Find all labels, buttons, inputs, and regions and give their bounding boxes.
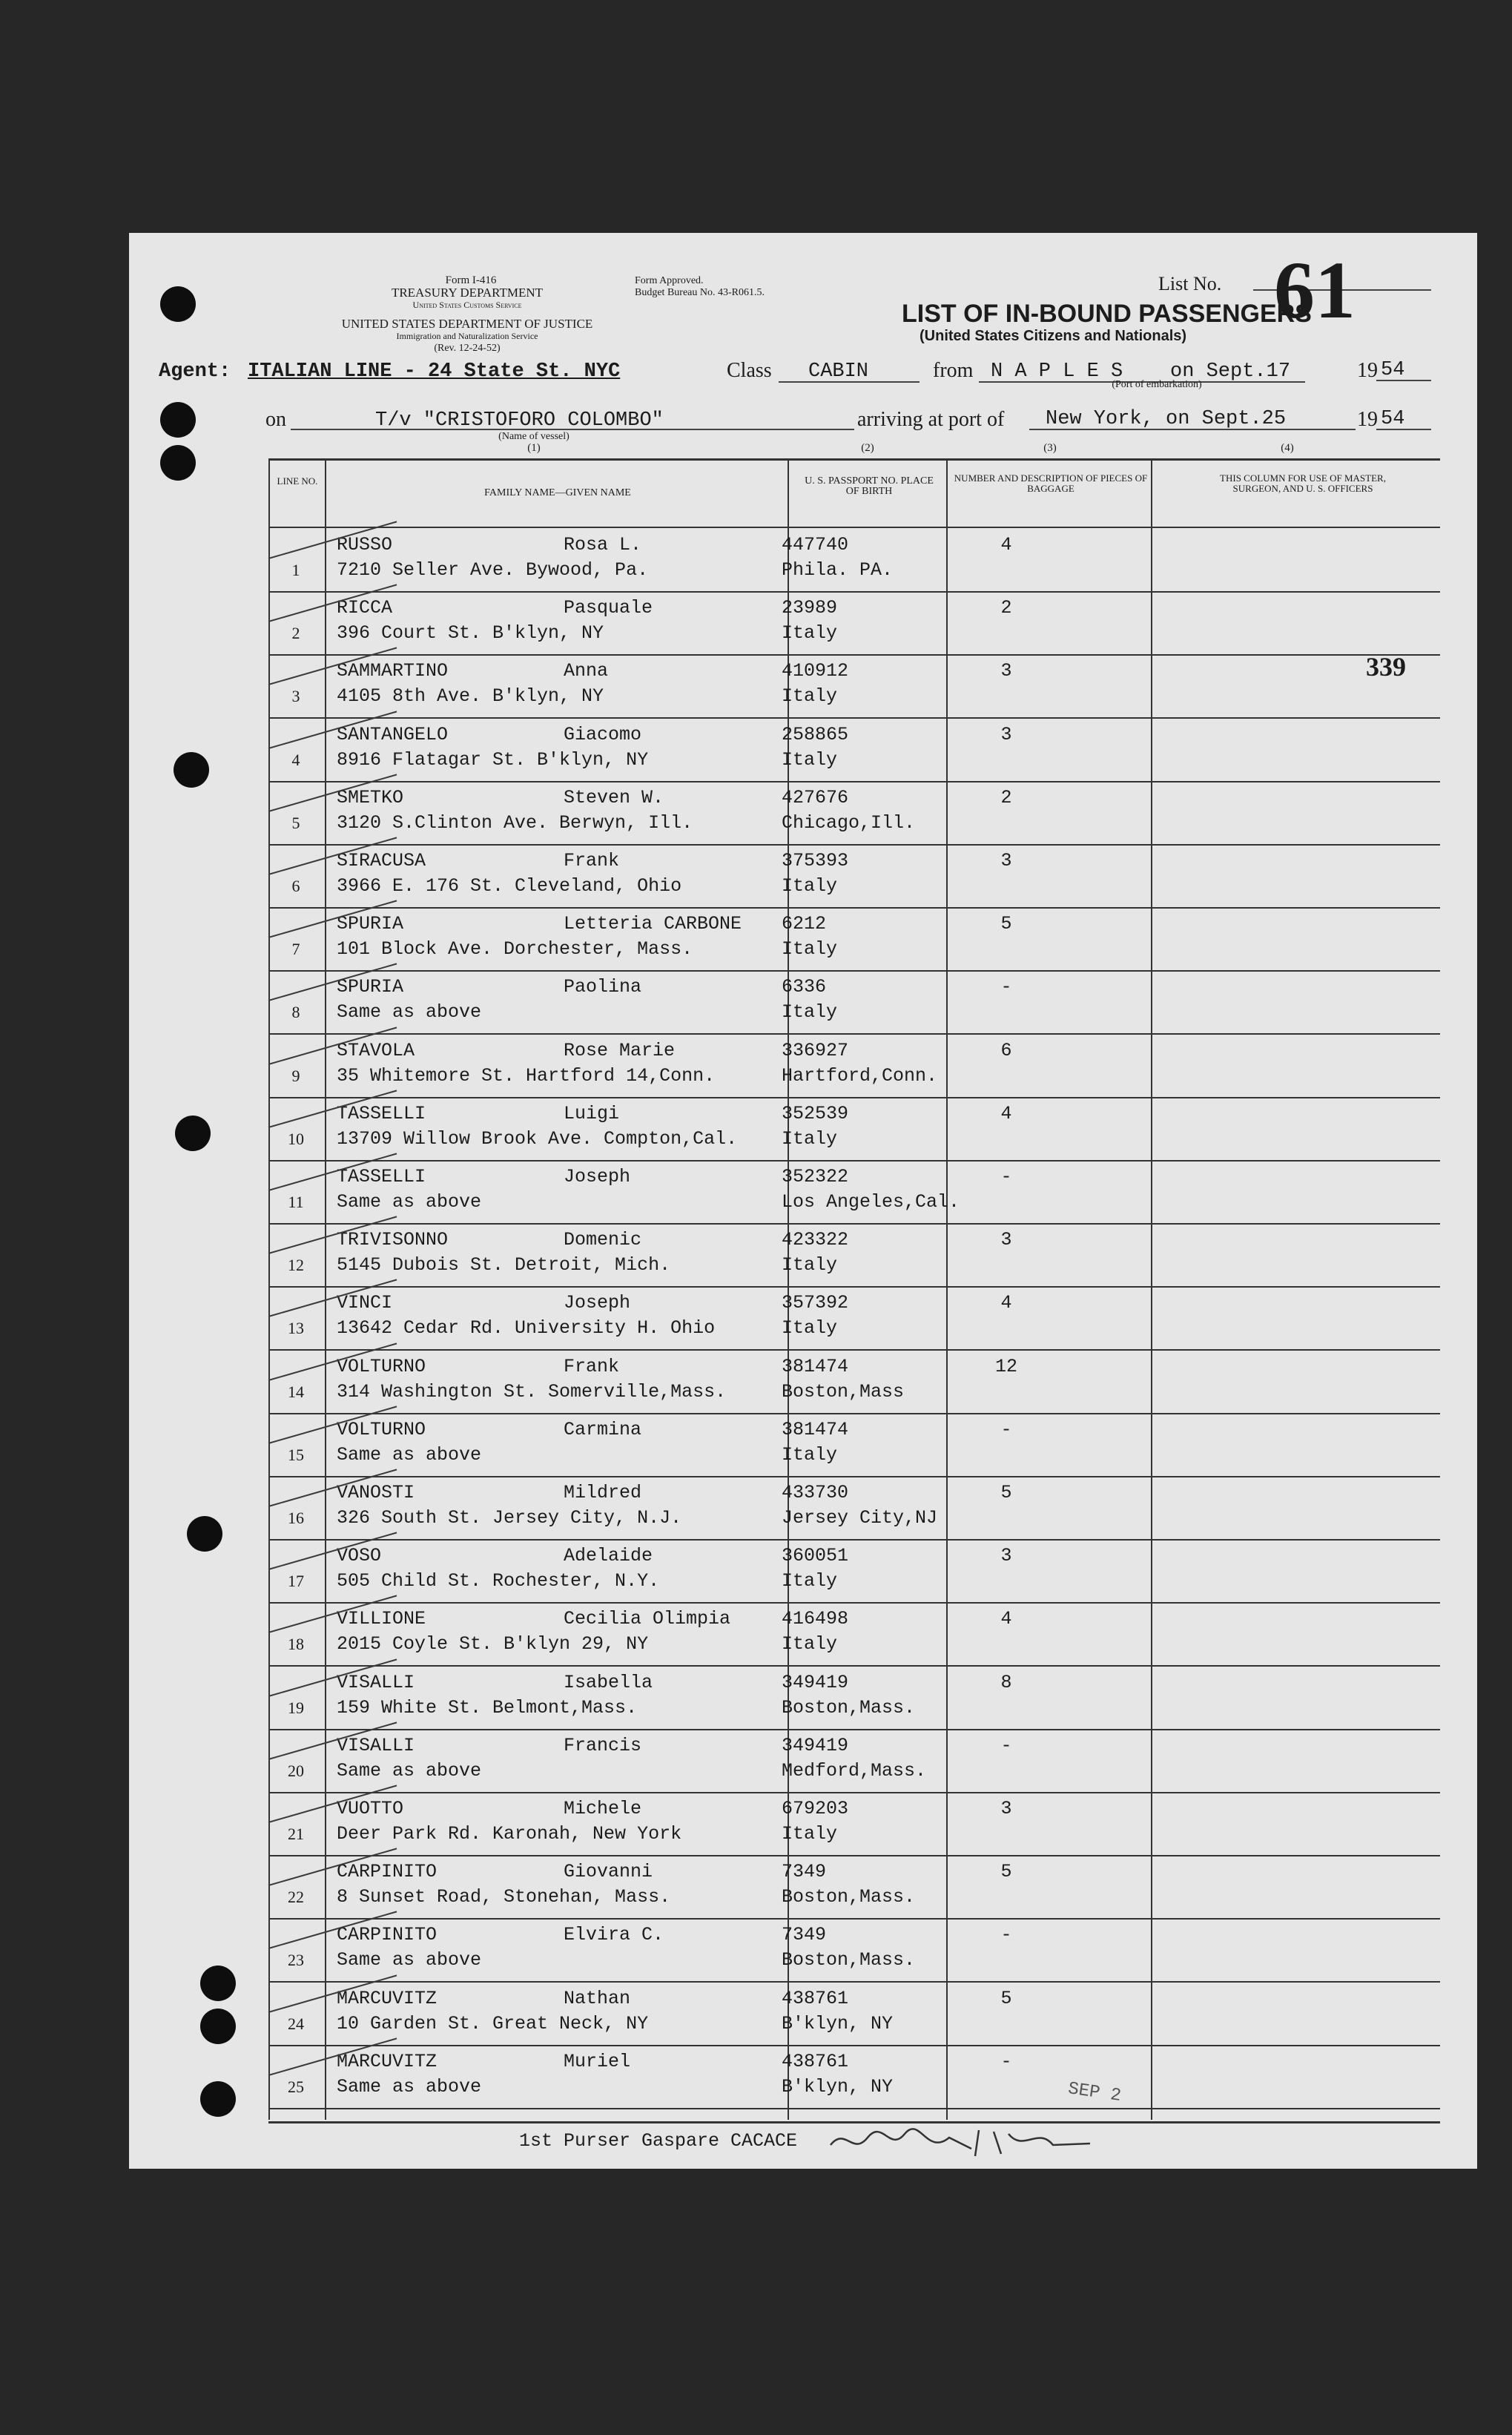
baggage-count: - bbox=[1000, 1734, 1012, 1756]
baggage-count: 5 bbox=[1000, 1987, 1012, 2009]
table-row bbox=[268, 2045, 1440, 2109]
from-label: from bbox=[933, 359, 974, 382]
table-row bbox=[268, 1792, 1440, 1856]
address: Same as above bbox=[337, 1759, 482, 1782]
address: Same as above bbox=[337, 1191, 482, 1213]
baggage-count: 3 bbox=[1000, 1545, 1012, 1567]
passport-number: 447740 bbox=[782, 534, 849, 556]
address: 13709 Willow Brook Ave. Compton,Cal. bbox=[337, 1127, 738, 1150]
baggage-count: - bbox=[1000, 2050, 1012, 2072]
list-title: LIST OF IN-BOUND PASSENGERS bbox=[902, 300, 1312, 328]
line-number: 10 bbox=[288, 1129, 304, 1148]
passport-number: 679203 bbox=[782, 1798, 849, 1819]
table-row bbox=[268, 1918, 1440, 1983]
line-number: 8 bbox=[291, 1003, 300, 1022]
place-of-birth: Italy bbox=[782, 1823, 838, 1845]
passport-number: 360051 bbox=[782, 1545, 849, 1567]
baggage-count: 6 bbox=[1000, 1039, 1012, 1061]
address: 314 Washington St. Somerville,Mass. bbox=[337, 1380, 727, 1403]
family-name: VISALLI bbox=[337, 1671, 415, 1693]
col-marker-3: (3) bbox=[1043, 442, 1057, 454]
given-name: Letteria CARBONE bbox=[564, 913, 742, 935]
col-marker-2: (2) bbox=[861, 442, 874, 454]
table-row bbox=[268, 1855, 1440, 1920]
place-of-birth: Italy bbox=[782, 1127, 838, 1150]
baggage-count: 4 bbox=[1000, 1608, 1012, 1630]
punch-hole bbox=[160, 402, 196, 438]
address: Same as above bbox=[337, 2075, 482, 2098]
table-row bbox=[268, 1223, 1440, 1288]
col-baggage-header: NUMBER AND DESCRIPTION OF PIECES OF BAGGAGE bbox=[954, 472, 1148, 494]
address: 159 White St. Belmont,Mass. bbox=[337, 1696, 638, 1719]
treasury-dept: TREASURY DEPARTMENT bbox=[391, 286, 544, 300]
line-number: 16 bbox=[288, 1509, 304, 1527]
baggage-count: 4 bbox=[1000, 1292, 1012, 1314]
family-name: MARCUVITZ bbox=[337, 1987, 438, 2009]
budget-bureau: Budget Bureau No. 43-R061.5. bbox=[635, 287, 765, 298]
table-row bbox=[268, 528, 1440, 593]
place-of-birth: Boston,Mass. bbox=[782, 1949, 916, 1971]
family-name: VUOTTO bbox=[337, 1798, 404, 1819]
line-number: 21 bbox=[288, 1825, 304, 1843]
place-of-birth: B'klyn, NY bbox=[782, 2075, 894, 2098]
address: 396 Court St. B'klyn, NY bbox=[337, 622, 604, 645]
table-row bbox=[268, 654, 1440, 719]
address: Same as above bbox=[337, 1001, 482, 1024]
given-name: Joseph bbox=[564, 1166, 631, 1187]
col-officers-header: THIS COLUMN FOR USE OF MASTER, SURGEON, AND U. S. OFFICERS bbox=[1220, 472, 1386, 494]
passport-number: 438761 bbox=[782, 2050, 849, 2072]
passport-number: 433730 bbox=[782, 1482, 849, 1503]
family-name: VOLTURNO bbox=[337, 1418, 426, 1440]
address: 5145 Dubois St. Detroit, Mich. bbox=[337, 1254, 671, 1276]
family-name: SIRACUSA bbox=[337, 850, 426, 871]
punch-hole bbox=[175, 1116, 211, 1151]
baggage-count: - bbox=[1000, 1166, 1012, 1187]
list-no-label: List No. bbox=[1158, 273, 1222, 294]
col-name-header: FAMILY NAME—GIVEN NAME bbox=[484, 487, 631, 498]
line-number: 18 bbox=[288, 1635, 304, 1654]
given-name: Paolina bbox=[564, 976, 642, 998]
class-label: Class bbox=[727, 359, 772, 382]
line-number: 9 bbox=[291, 1066, 300, 1085]
justice-dept: UNITED STATES DEPARTMENT OF JUSTICE bbox=[341, 317, 593, 331]
family-name: SMETKO bbox=[337, 786, 404, 808]
given-name: Luigi bbox=[564, 1102, 620, 1124]
list-number: 61 bbox=[1274, 245, 1356, 335]
given-name: Francis bbox=[564, 1734, 642, 1756]
embark-date: on Sept.17 bbox=[1170, 360, 1291, 383]
table-row bbox=[268, 1413, 1440, 1477]
baggage-count: 2 bbox=[1000, 597, 1012, 619]
given-name: Steven W. bbox=[564, 786, 664, 808]
given-name: Giacomo bbox=[564, 723, 642, 745]
baggage-count: 3 bbox=[1000, 1798, 1012, 1819]
line-number: 11 bbox=[288, 1193, 304, 1211]
from-value: N A P L E S bbox=[991, 360, 1123, 383]
line-number: 22 bbox=[288, 1888, 304, 1907]
place-of-birth: Boston,Mass. bbox=[782, 1886, 916, 1908]
line-number: 20 bbox=[288, 1761, 304, 1780]
family-name: SPURIA bbox=[337, 976, 404, 998]
line-number: 24 bbox=[288, 2014, 304, 2033]
revision: (Rev. 12-24-52) bbox=[434, 343, 501, 354]
baggage-count: 8 bbox=[1000, 1671, 1012, 1693]
table-row bbox=[268, 781, 1440, 846]
line-number: 15 bbox=[288, 1445, 304, 1464]
baggage-count: 3 bbox=[1000, 850, 1012, 871]
table-row bbox=[268, 1476, 1440, 1541]
given-name: Mildred bbox=[564, 1482, 642, 1503]
address: Same as above bbox=[337, 1443, 482, 1466]
table-row bbox=[268, 1160, 1440, 1225]
address: 7210 Seller Ave. Bywood, Pa. bbox=[337, 559, 649, 581]
passport-number: 410912 bbox=[782, 660, 849, 682]
baggage-count: - bbox=[1000, 1418, 1012, 1440]
line-number: 14 bbox=[288, 1382, 304, 1401]
place-of-birth: Jersey City,NJ bbox=[782, 1507, 938, 1529]
family-name: VILLIONE bbox=[337, 1608, 426, 1630]
place-of-birth: Boston,Mass. bbox=[782, 1696, 916, 1719]
passport-number: 6212 bbox=[782, 913, 827, 935]
address: Same as above bbox=[337, 1949, 482, 1971]
family-name: VOLTURNO bbox=[337, 1355, 426, 1377]
baggage-count: 12 bbox=[994, 1355, 1017, 1377]
place-of-birth: Italy bbox=[782, 1317, 838, 1340]
baggage-count: 5 bbox=[1000, 1861, 1012, 1883]
given-name: Isabella bbox=[564, 1671, 653, 1693]
table-row bbox=[268, 970, 1440, 1035]
immigration-service: Immigration and Naturalization Service bbox=[396, 331, 538, 341]
table-row bbox=[268, 591, 1440, 656]
given-name: Rose Marie bbox=[564, 1039, 676, 1061]
passport-number: 7349 bbox=[782, 1861, 827, 1883]
baggage-count: 3 bbox=[1000, 1229, 1012, 1251]
handwritten-signature bbox=[823, 2123, 1105, 2160]
baggage-count: 5 bbox=[1000, 913, 1012, 935]
line-number: 1 bbox=[291, 561, 300, 579]
passport-number: 427676 bbox=[782, 786, 849, 808]
place-of-birth: Boston,Mass bbox=[782, 1380, 905, 1403]
place-of-birth: Italy bbox=[782, 1254, 838, 1276]
line-number: 5 bbox=[291, 813, 300, 832]
punch-hole bbox=[160, 445, 196, 481]
port-embark-caption: (Port of embarkation) bbox=[1112, 379, 1202, 390]
col-passport-header: U. S. PASSPORT NO. PLACE OF BIRTH bbox=[805, 475, 934, 497]
family-name: TASSELLI bbox=[337, 1166, 426, 1187]
family-name: VANOSTI bbox=[337, 1482, 415, 1503]
family-name: SANTANGELO bbox=[337, 723, 449, 745]
place-of-birth: B'klyn, NY bbox=[782, 2012, 894, 2034]
line-number: 23 bbox=[288, 1951, 304, 1970]
baggage-count: 3 bbox=[1000, 723, 1012, 745]
place-of-birth: Chicago,Ill. bbox=[782, 811, 916, 834]
baggage-count: 4 bbox=[1000, 534, 1012, 556]
table-row bbox=[268, 1982, 1440, 2046]
address: 35 Whitemore St. Hartford 14,Conn. bbox=[337, 1064, 716, 1087]
table-row bbox=[268, 1034, 1440, 1098]
family-name: TASSELLI bbox=[337, 1102, 426, 1124]
table-row bbox=[268, 1666, 1440, 1730]
passport-number: 438761 bbox=[782, 1987, 849, 2009]
arrival-port: New York, on Sept.25 bbox=[1046, 408, 1287, 430]
address: 505 Child St. Rochester, N.Y. bbox=[337, 1570, 660, 1592]
passport-number: 7349 bbox=[782, 1924, 827, 1946]
line-number: 17 bbox=[288, 1572, 304, 1591]
address: 8916 Flatagar St. B'klyn, NY bbox=[337, 748, 649, 771]
address: 10 Garden St. Great Neck, NY bbox=[337, 2012, 649, 2034]
place-of-birth: Italy bbox=[782, 685, 838, 708]
place-of-birth: Italy bbox=[782, 1570, 838, 1592]
punch-hole bbox=[200, 2081, 236, 2117]
passport-number: 258865 bbox=[782, 723, 849, 745]
place-of-birth: Italy bbox=[782, 748, 838, 771]
form-approved: Form Approved. bbox=[635, 275, 704, 286]
passport-number: 336927 bbox=[782, 1039, 849, 1061]
punch-hole bbox=[187, 1516, 222, 1552]
family-name: VISALLI bbox=[337, 1734, 415, 1756]
given-name: Carmina bbox=[564, 1418, 642, 1440]
family-name: TRIVISONNO bbox=[337, 1229, 449, 1251]
given-name: Cecilia Olimpia bbox=[564, 1608, 731, 1630]
place-of-birth: Hartford,Conn. bbox=[782, 1064, 938, 1087]
family-name: SAMMARTINO bbox=[337, 660, 449, 682]
table-row bbox=[268, 1602, 1440, 1667]
place-of-birth: Medford,Mass. bbox=[782, 1759, 927, 1782]
address: 101 Block Ave. Dorchester, Mass. bbox=[337, 938, 693, 961]
passport-number: 352539 bbox=[782, 1102, 849, 1124]
place-of-birth: Italy bbox=[782, 938, 838, 961]
line-number: 25 bbox=[288, 2077, 304, 2096]
vessel-caption: (Name of vessel) bbox=[498, 431, 570, 442]
place-of-birth: Italy bbox=[782, 1633, 838, 1655]
col-marker-1: (1) bbox=[527, 442, 541, 454]
family-name: STAVOLA bbox=[337, 1039, 415, 1061]
place-of-birth: Italy bbox=[782, 1001, 838, 1024]
table-row bbox=[268, 1350, 1440, 1414]
baggage-count: - bbox=[1000, 976, 1012, 998]
passenger-table bbox=[268, 458, 1440, 2120]
given-name: Rosa L. bbox=[564, 534, 642, 556]
passport-number: 381474 bbox=[782, 1355, 849, 1377]
punch-hole bbox=[200, 2009, 236, 2044]
given-name: Michele bbox=[564, 1798, 642, 1819]
address: 8 Sunset Road, Stonehan, Mass. bbox=[337, 1886, 671, 1908]
given-name: Muriel bbox=[564, 2050, 631, 2072]
punch-hole bbox=[200, 1966, 236, 2001]
line-number: 13 bbox=[288, 1319, 304, 1338]
purser-signature-line: 1st Purser Gaspare CACACE bbox=[519, 2130, 798, 2152]
col-marker-4: (4) bbox=[1281, 442, 1294, 454]
family-name: RUSSO bbox=[337, 534, 393, 556]
place-of-birth: Italy bbox=[782, 622, 838, 645]
class-value: CABIN bbox=[808, 360, 869, 383]
passport-number: 416498 bbox=[782, 1608, 849, 1630]
table-row bbox=[268, 718, 1440, 782]
table-row bbox=[268, 1286, 1440, 1351]
passport-number: 381474 bbox=[782, 1418, 849, 1440]
given-name: Anna bbox=[564, 660, 609, 682]
passport-number: 349419 bbox=[782, 1671, 849, 1693]
baggage-count: 5 bbox=[1000, 1482, 1012, 1503]
address: 3120 S.Clinton Ave. Berwyn, Ill. bbox=[337, 811, 693, 834]
given-name: Elvira C. bbox=[564, 1924, 664, 1946]
baggage-count: - bbox=[1000, 1924, 1012, 1946]
passport-number: 6336 bbox=[782, 976, 827, 998]
line-number: 3 bbox=[291, 687, 300, 706]
baggage-count: 2 bbox=[1000, 786, 1012, 808]
agent-value: ITALIAN LINE - 24 State St. NYC bbox=[248, 360, 621, 383]
line-number: 2 bbox=[291, 624, 300, 643]
punch-hole bbox=[160, 286, 196, 322]
given-name: Pasquale bbox=[564, 597, 653, 619]
table-row bbox=[268, 1729, 1440, 1793]
year-1: 54 bbox=[1381, 359, 1405, 381]
list-subtitle: (United States Citizens and Nationals) bbox=[920, 328, 1187, 344]
line-number: 7 bbox=[291, 940, 300, 959]
passport-number: 349419 bbox=[782, 1734, 849, 1756]
address: Deer Park Rd. Karonah, New York bbox=[337, 1823, 682, 1845]
arriving-label: arriving at port of bbox=[857, 408, 1005, 431]
year-prefix-2: 19 bbox=[1357, 408, 1378, 431]
address: 326 South St. Jersey City, N.J. bbox=[337, 1507, 682, 1529]
line-number: 6 bbox=[291, 877, 300, 895]
baggage-count: 4 bbox=[1000, 1102, 1012, 1124]
date-stamp: SEP 2 bbox=[1066, 2079, 1123, 2106]
punch-hole bbox=[174, 752, 209, 788]
passport-number: 357392 bbox=[782, 1292, 849, 1314]
family-name: VINCI bbox=[337, 1292, 393, 1314]
family-name: CARPINITO bbox=[337, 1861, 438, 1883]
given-name: Domenic bbox=[564, 1229, 642, 1251]
form-number: Form I-416 bbox=[445, 274, 497, 286]
given-name: Nathan bbox=[564, 1987, 631, 2009]
baggage-count: 3 bbox=[1000, 660, 1012, 682]
table-row bbox=[268, 1539, 1440, 1604]
table-row bbox=[268, 844, 1440, 909]
line-number: 19 bbox=[288, 1698, 304, 1717]
col-line-header: LINE NO. bbox=[277, 475, 318, 487]
vessel-name: T/v "CRISTOFORO COLOMBO" bbox=[375, 409, 664, 432]
given-name: Joseph bbox=[564, 1292, 631, 1314]
family-name: CARPINITO bbox=[337, 1924, 438, 1946]
year-2: 54 bbox=[1381, 408, 1405, 430]
table-row bbox=[268, 1097, 1440, 1162]
passport-number: 423322 bbox=[782, 1229, 849, 1251]
address: 4105 8th Ave. B'klyn, NY bbox=[337, 685, 604, 708]
address: 3966 E. 176 St. Cleveland, Ohio bbox=[337, 875, 682, 897]
on-label: on bbox=[265, 408, 286, 431]
year-prefix-1: 19 bbox=[1357, 359, 1378, 382]
given-name: Frank bbox=[564, 1355, 620, 1377]
place-of-birth: Los Angeles,Cal. bbox=[782, 1191, 960, 1213]
given-name: Adelaide bbox=[564, 1545, 653, 1567]
family-name: VOSO bbox=[337, 1545, 382, 1567]
agent-label: Agent: bbox=[159, 360, 231, 383]
line-number: 12 bbox=[288, 1256, 304, 1275]
address: 2015 Coyle St. B'klyn 29, NY bbox=[337, 1633, 649, 1655]
passport-number: 352322 bbox=[782, 1166, 849, 1187]
place-of-birth: Italy bbox=[782, 875, 838, 897]
given-name: Frank bbox=[564, 850, 620, 871]
place-of-birth: Phila. PA. bbox=[782, 559, 894, 581]
family-name: RICCA bbox=[337, 597, 393, 619]
passport-number: 375393 bbox=[782, 850, 849, 871]
address: 13642 Cedar Rd. University H. Ohio bbox=[337, 1317, 716, 1340]
table-row bbox=[268, 907, 1440, 972]
passport-number: 23989 bbox=[782, 597, 838, 619]
line-number: 4 bbox=[291, 750, 300, 769]
customs-service: United States Customs Service bbox=[412, 300, 522, 310]
side-note: 339 bbox=[1366, 652, 1406, 682]
place-of-birth: Italy bbox=[782, 1443, 838, 1466]
family-name: SPURIA bbox=[337, 913, 404, 935]
family-name: MARCUVITZ bbox=[337, 2050, 438, 2072]
given-name: Giovanni bbox=[564, 1861, 653, 1883]
